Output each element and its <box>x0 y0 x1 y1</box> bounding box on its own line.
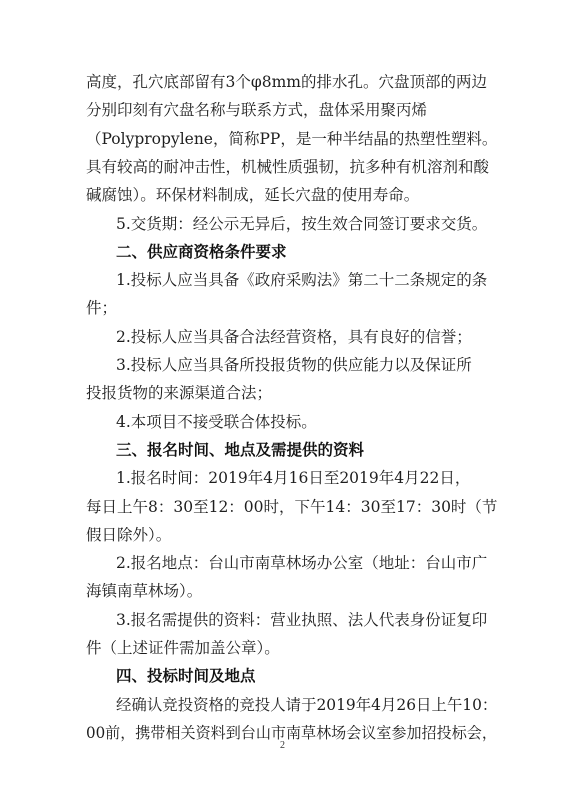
registration-documents-continued: 件（上述证件需加盖公章）。 <box>86 639 280 657</box>
registration-time-continued-2: 假日除外）。 <box>86 525 172 544</box>
requirement-1-continued: 件； <box>86 299 118 318</box>
delivery-paragraph: 5.交货期：经公示无异后，按生效合同签订要求交货。 <box>116 214 488 233</box>
registration-time-continued-1: 每日上午8：30至12：00时，下午14：30至17：30时（节 <box>86 497 498 516</box>
requirement-2: 2.投标人应当具备合法经营资格，具有良好的信誉； <box>116 327 472 346</box>
section-heading-2: 二、供应商资格条件要求 <box>116 242 287 261</box>
requirement-1: 1.投标人应当具备《政府采购法》第二十二条规定的条 <box>116 271 488 290</box>
requirement-3: 3.投标人应当具备所投报货物的供应能力以及保证所 <box>116 356 472 374</box>
page-number: 2 <box>280 740 285 751</box>
section-heading-4: 四、投标时间及地点 <box>116 667 256 686</box>
body-line-1: 高度，孔穴底部留有3个φ8mm的排水孔。穴盘顶部的两边 <box>86 73 487 91</box>
bidding-paragraph-continued: 00前，携带相关资料到台山市南草林场会议室参加招投标会， <box>86 723 497 742</box>
body-line-4: 具有较高的耐冲击性，机械性质强韧，抗多种有机溶剂和酸 <box>86 157 490 176</box>
body-line-5: 碱腐蚀）。环保材料制成，延长穴盘的使用寿命。 <box>86 186 420 205</box>
bidding-paragraph: 经确认竞投资格的竞投人请于2019年4月26日上午10： <box>116 695 498 714</box>
section-heading-3: 三、报名时间、地点及需提供的资料 <box>116 440 365 459</box>
requirement-4: 4.本项目不接受联合体投标。 <box>116 412 317 431</box>
registration-documents: 3.报名需提供的资料：营业执照、法人代表身份证复印 <box>116 610 488 629</box>
registration-location: 2.报名地点：台山市南草林场办公室（地址：台山市广 <box>116 554 488 573</box>
body-line-3: （Polypropylene，简称PP，是一种半结晶的热塑性塑料。 <box>86 129 498 148</box>
registration-location-continued: 海镇南草林场）。 <box>86 582 203 601</box>
requirement-3-continued: 投报货物的来源渠道合法； <box>86 384 273 403</box>
registration-time: 1.报名时间：2019年4月16日至2019年4月22日， <box>116 469 471 488</box>
body-line-2: 分别印刻有穴盘名称与联系方式，盘体采用聚丙烯 <box>86 101 428 120</box>
